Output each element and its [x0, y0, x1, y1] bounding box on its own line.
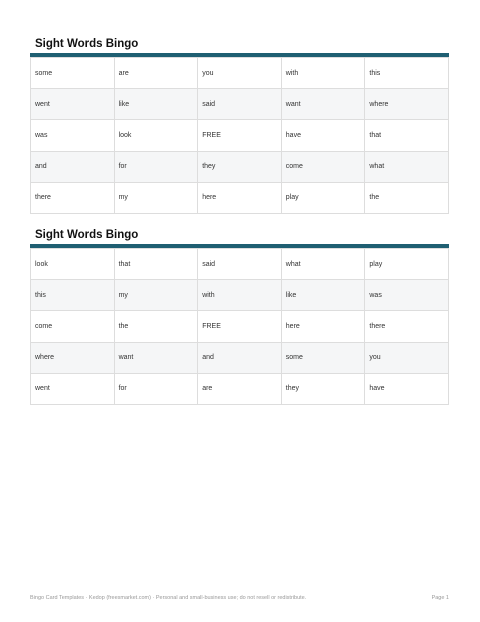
free-cell: FREE — [198, 311, 282, 342]
bingo-cell: you — [365, 342, 449, 373]
bingo-cell: for — [114, 373, 198, 404]
table-row — [31, 342, 449, 373]
bingo-cell: that — [365, 120, 449, 151]
bingo-cell: with — [198, 280, 282, 311]
bingo-grid — [30, 248, 449, 405]
bingo-cell: like — [281, 280, 365, 311]
bingo-cell: some — [31, 58, 115, 89]
bingo-cell: and — [31, 151, 115, 182]
bingo-cell: they — [281, 373, 365, 404]
bingo-cell: went — [31, 89, 115, 120]
bingo-cell: the — [114, 311, 198, 342]
bingo-grid — [30, 57, 449, 214]
bingo-cell: my — [114, 280, 198, 311]
bingo-card-1 — [30, 37, 449, 214]
bingo-cell: with — [281, 58, 365, 89]
bingo-cell: the — [365, 182, 449, 213]
table-row — [31, 182, 449, 213]
table-row — [31, 58, 449, 89]
bingo-cell: this — [31, 280, 115, 311]
bingo-cell: play — [365, 249, 449, 280]
bingo-cell: play — [281, 182, 365, 213]
bingo-cell: they — [198, 151, 282, 182]
bingo-cell: what — [281, 249, 365, 280]
bingo-cell: are — [198, 373, 282, 404]
bingo-cell: look — [114, 120, 198, 151]
bingo-cell: like — [114, 89, 198, 120]
table-row — [31, 89, 449, 120]
bingo-cell: for — [114, 151, 198, 182]
bingo-cell: was — [365, 280, 449, 311]
page-number: Page 1 — [431, 595, 449, 601]
table-row — [31, 311, 449, 342]
bingo-cell: are — [114, 58, 198, 89]
bingo-cell: what — [365, 151, 449, 182]
bingo-cell: here — [281, 311, 365, 342]
bingo-cell: come — [31, 311, 115, 342]
table-row — [31, 151, 449, 182]
free-cell: FREE — [198, 120, 282, 151]
bingo-cell: have — [365, 373, 449, 404]
bingo-cell: want — [114, 342, 198, 373]
bingo-cell: where — [31, 342, 115, 373]
bingo-cell: there — [365, 311, 449, 342]
bingo-cell: some — [281, 342, 365, 373]
table-row — [31, 373, 449, 404]
bingo-cell: went — [31, 373, 115, 404]
bingo-cell: want — [281, 89, 365, 120]
bingo-cell: that — [114, 249, 198, 280]
card-title: Sight Words Bingo — [35, 229, 139, 241]
bingo-cell: come — [281, 151, 365, 182]
bingo-cell: there — [31, 182, 115, 213]
bingo-cell: where — [365, 89, 449, 120]
bingo-cell: my — [114, 182, 198, 213]
table-row — [31, 280, 449, 311]
bingo-cell: look — [31, 249, 115, 280]
card-title: Sight Words Bingo — [35, 38, 139, 50]
bingo-cell: and — [198, 342, 282, 373]
bingo-cell: said — [198, 89, 282, 120]
bingo-cell: was — [31, 120, 115, 151]
bingo-card-2 — [30, 228, 449, 405]
footer-credit: Bingo Card Templates · Kedop (freesmarket.com) · Personal and small-business use; do not resell or redistribute. — [30, 595, 307, 601]
table-row — [31, 120, 449, 151]
bingo-cell: this — [365, 58, 449, 89]
bingo-cell: have — [281, 120, 365, 151]
bingo-cell: said — [198, 249, 282, 280]
bingo-cell: you — [198, 58, 282, 89]
bingo-cell: here — [198, 182, 282, 213]
table-row — [31, 249, 449, 280]
